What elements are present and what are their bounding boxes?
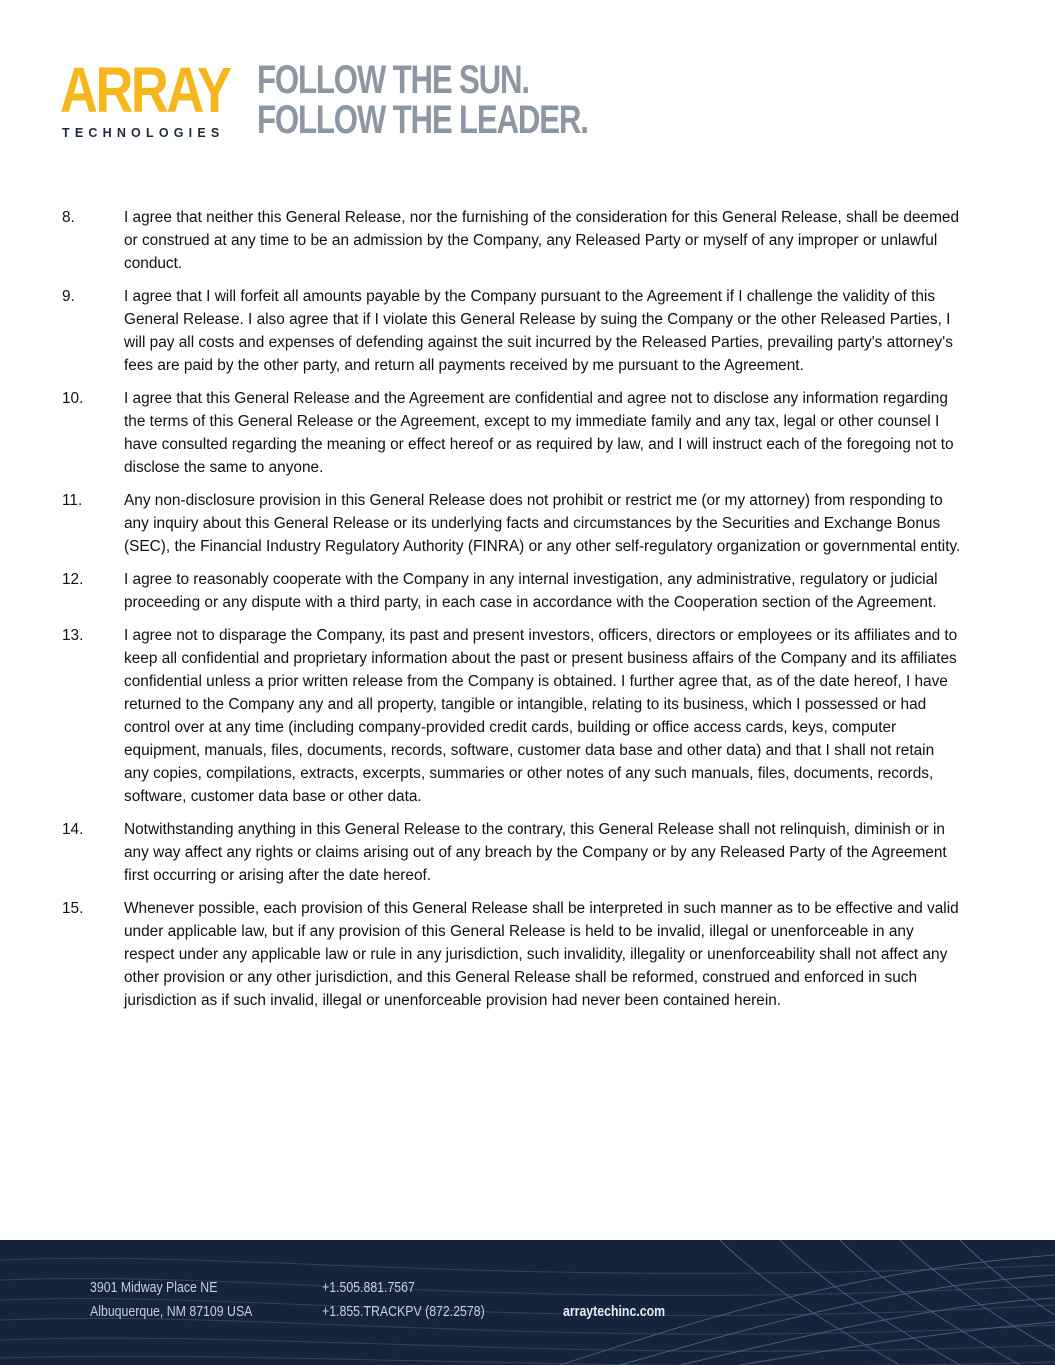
logo-subtitle: TECHNOLOGIES [62, 126, 225, 140]
paragraph-12 [62, 568, 962, 614]
footer-wave-graphic [0, 1240, 1055, 1365]
paragraph-number: 8. [62, 209, 75, 226]
paragraph-number: 12. [62, 571, 84, 588]
paragraph-number: 11. [62, 492, 83, 509]
address-line-2: Albuquerque, NM 87109 USA [90, 1304, 253, 1320]
paragraph-text: I agree to reasonably cooperate with the Company in any internal investigation, any administrative, regulatory or judicial proceeding or any dispute with a third party, in each case in accordance with the Cooperation section of the Agreement. [124, 571, 938, 611]
phone-line-1: +1.505.881.7567 [322, 1280, 415, 1296]
footer-band [0, 1240, 1055, 1365]
paragraph-11 [62, 489, 962, 558]
paragraph-text: Any non-disclosure provision in this General Release does not prohibit or restrict me (or my attorney) from responding to any inquiry about this General Release or its underlying facts and circumstances by the Securities and Exchange Bonus (SEC), the Financial Industry Regulatory Authority (FINRA) or any other self-regulatory organization or governmental entity. [124, 492, 961, 555]
paragraph-text: I agree not to disparage the Company, its past and present investors, officers, directors or employees or its affiliates and to keep all confidential and proprietary information about the past or present business affairs of the Company and its affiliates confidential unless a prior written release from the Company is obtained. I further agree that, as of the date hereof, I have returned to the Company any and all property, tangible or intangible, relating to its business, which I possessed or had control over at any time (including company-provided credit cards, building or office access cards, keys, computer equipment, manuals, files, documents, records, software, customer data base and other data) and that I shall not retain any copies, compilations, extracts, excerpts, summaries or other notes of any such manuals, files, documents, records, software, customer data base or other data. [124, 627, 958, 805]
paragraph-number: 15. [62, 900, 84, 917]
paragraph-text: Notwithstanding anything in this General Release to the contrary, this General Release shall not relinquish, diminish or in any way affect any rights or claims arising out of any breach by the Company or by any Released Party of the Agreement first occurring or arising after the date hereof. [124, 821, 947, 884]
paragraph-text: I agree that I will forfeit all amounts payable by the Company pursuant to the Agreement if I challenge the validity of this General Release. I also agree that if I violate this General Release by suing the Company or the other Released Parties, I will pay all costs and expenses of defending against the suit incurred by the Released Parties, prevailing party's attorney's fees are paid by the other party, and return all payments received by me pursuant to the Agreement. [124, 288, 953, 374]
tagline-line-2: FOLLOW THE LEADER. [257, 98, 588, 142]
tagline-line-1: FOLLOW THE SUN. [257, 58, 529, 102]
paragraph-13 [62, 624, 962, 808]
paragraph-number: 13. [62, 627, 84, 644]
logo-wordmark: ARRAY [60, 54, 230, 126]
paragraph-8 [62, 206, 962, 275]
release-body [62, 206, 962, 1022]
paragraph-number: 10. [62, 390, 84, 407]
address-line-1: 3901 Midway Place NE [90, 1280, 218, 1296]
paragraph-number: 14. [62, 821, 84, 838]
phone-line-2: +1.855.TRACKPV (872.2578) [322, 1304, 485, 1320]
paragraph-10 [62, 387, 962, 479]
website-link[interactable]: arraytechinc.com [563, 1304, 666, 1320]
paragraph-14 [62, 818, 962, 887]
paragraph-text: Whenever possible, each provision of this General Release shall be interpreted in such manner as to be effective and valid under applicable law, but if any provision of this General Release is held to be invalid, illegal or unenforceable in any respect under any applicable law or rule in any jurisdiction, such invalidity, illegality or unenforceability shall not affect any other provision or any other jurisdiction, and this General Release shall be reformed, construed and enforced in such jurisdiction as if such invalid, illegal or unenforceable provision had never been contained herein. [124, 900, 959, 1009]
paragraph-text: I agree that this General Release and the Agreement are confidential and agree not to disclose any information regarding the terms of this General Release or the Agreement, except to my immediate family and any tax, legal or other counsel I have consulted regarding the meaning or effect hereof or as required by law, and I will instruct each of the foregoing not to disclose the same to anyone. [124, 390, 954, 476]
paragraph-9 [62, 285, 962, 377]
tagline [257, 60, 588, 140]
paragraph-15 [62, 897, 962, 1012]
paragraph-text: I agree that neither this General Release, nor the furnishing of the consideration for this General Release, shall be deemed or construed at any time to be an admission by the Company, any Released Party or myself of any improper or unlawful conduct. [124, 209, 960, 272]
company-logo [60, 54, 230, 140]
letterhead [0, 0, 1055, 160]
paragraph-number: 9. [62, 288, 75, 305]
